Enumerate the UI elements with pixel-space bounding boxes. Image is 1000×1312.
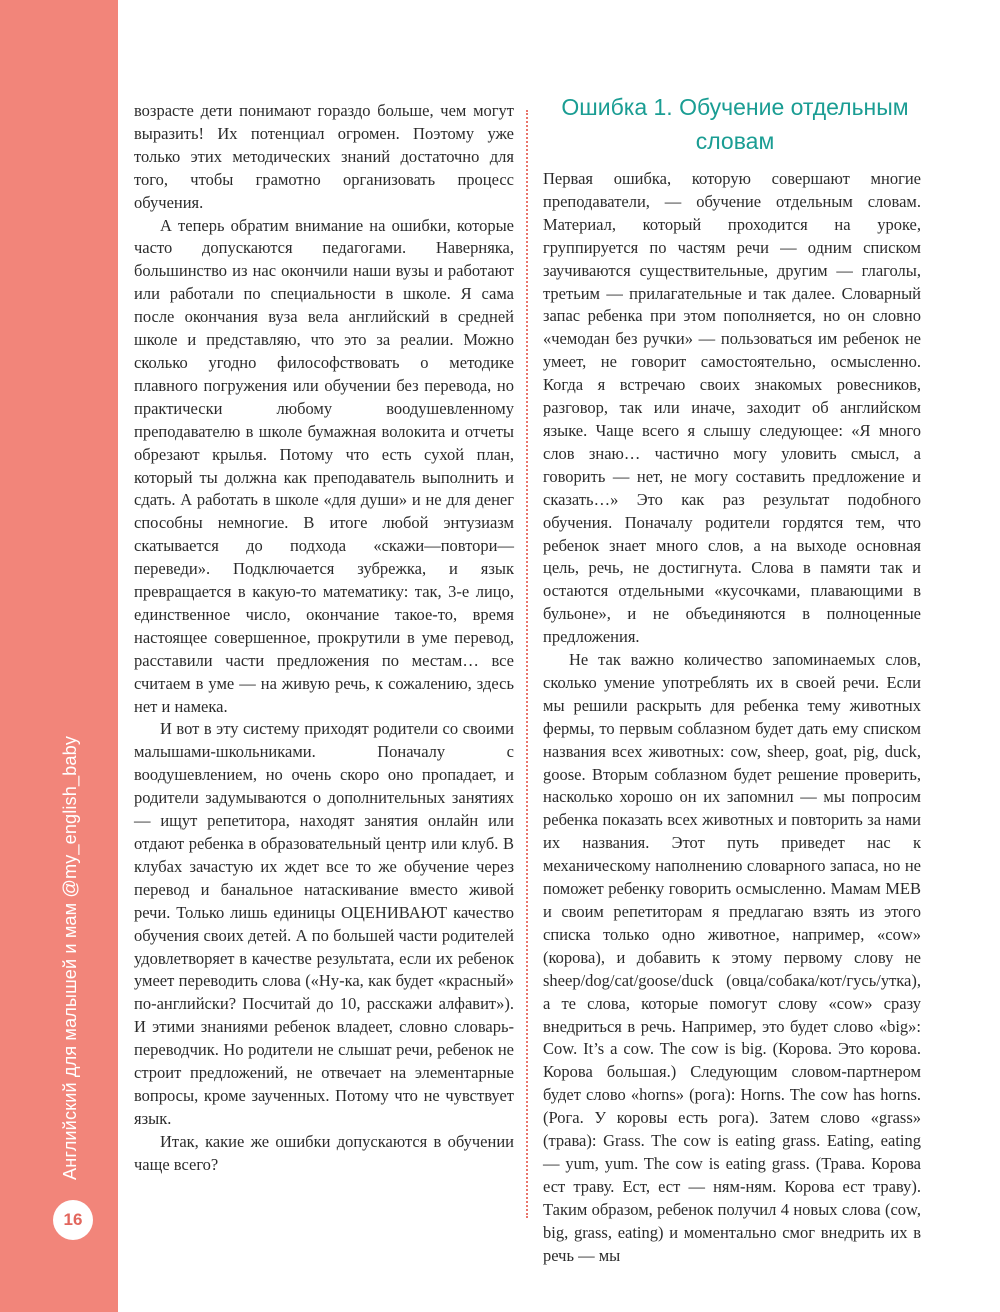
paragraph: Итак, какие же ошибки допускаются в обучении чаще всего?: [134, 1131, 514, 1174]
right-column: [543, 168, 921, 1268]
sidebar: [0, 0, 118, 1312]
left-column: [134, 100, 514, 1177]
section-heading: Ошибка 1. Обучение отдельным словам: [561, 94, 909, 154]
paragraph: Первая ошибка, которую совершают многие преподаватели, — обучение отдельным словам. Материал, который проходится на уроке, группируется по частям речи — одним списком заучиваются существительные, другим — глаголы, третьим — прилагательные и так далее. Словарный запас ребенка при этом пополняется, но он словно «чемодан без ручки» — пользоваться им ребенок не умеет, не говорит самостоятельно, осмысленно. Когда я встречаю своих знакомых ровесников, разговор, так или иначе, заходит об английском языке. Чаще всего я слышу следующее: «Я много слов знаю… частично могу уловить смысл, а говорить — нет, не могу составить предложение и сказать…» Это как раз результат подобного обучения. Поначалу родители гордятся тем, что ребенок знает много слов, а на выходе основная цель, речь, не достигнута. Слова в памяти так и остаются отдельными «кусочками, плавающими в бульоне», и не объединяются в полноценные предложения.: [543, 169, 921, 647]
paragraph: Не так важно количество запоминаемых слов, сколько умение употреблять их в своей речи. Если мы решили раскрыть для ребенка тему животных фермы, то первым соблазном будет дать ему списком названия всех животных: cow, sheep, goat, pig, duck, goose. Вторым соблазном будет решение проверить, насколько хорошо он их запомнил — мы попросим ребенка показать всех животных и повторить за нами их названия. Этот путь приведет нас к механическому наполнению словарного запаса, но не поможет ребенку говорить осмысленно. Мамам МЕВ и своим репетиторам я предлагаю взять из этого списка только одно животное, например, «cow» (корова), и добавить к этому первому слову не sheep/dog/cat/goose/duck (овца/собака/кот/гусь/утка), а те слова, которые помогут слову «cow» сразу внедриться в речь. Например, это будет слово «big»: Cow. It’s a cow. The cow is big. (Корова. Это корова. Корова большая.) Следующим словом-партнером будет слово «horns» (рога): Horns. The cow has horns. (Рога. У коровы есть рога). Затем слово «grass» (трава): Grass. The cow is eating grass. Eating, eating — yum, yum. The cow is eating grass. (Трава. Корова ест траву. Ест, ест — ням-ням. Корова ест траву). Таким образом, ребенок получил 4 новых слова (cow, big, grass, eating) и моментально смог внедрить их в речь — мы: [543, 650, 921, 1265]
paragraph: И вот в эту систему приходят родители со своими малышами-школьниками. Поначалу с воодушевлением, но очень скоро оно пропадает, и родители задумываются о дополнительных занятиях — ищут репетитора, находят занятия онлайн или отдают ребенка в образовательный центр или клуб. В клубах зачастую их ждет все то же обучение через перевод и банальное натаскивание вместо живой речи. Только лишь единицы ОЦЕНИВАЮТ качество обучения своих детей. А по большей части родителей удовлетворяет в качестве результата, если их ребенок умеет переводить слова («Ну-ка, как будет «красный» по-английски? Посчитай до 10, расскажи алфавит»). И этими знаниями ребенок владеет, словно словарь-переводчик. Но родители не слышат речи, ребенок не строит предложений, не отвечает на элементарные вопросы, кроме заученных. Потому что не чувствует язык.: [134, 719, 514, 1128]
sidebar-caption: Английский для малышей и мам @my_english_baby: [60, 735, 80, 1180]
paragraph: А теперь обратим внимание на ошибки, которые часто допускаются педагогами. Наверняка, большинство из нас окончили наши вузы и работают или работали по специальности в школе. Я сама после окончания вуза вела английский в средней школе и представляю, что это за реалии. Можно сколько угодно философствовать о методике плавного погружения или обучении без перевода, но практически любому воодушевленному преподавателю в школе бумажная волокита и отчеты обрезают крылья. Потому что есть сухой план, который ты должна как преподаватель выполнить и сдать. А работать в школе «для души» и не для денег способны немногие. В итоге любой энтузиазм скатывается до подхода «скажи—повтори—переведи». Подключается зубрежка, и язык превращается в какую-то математику: так, 3-е лицо, единственное число, окончание такое-то, время настоящее совершенное, прокрутили в уме перевод, расставили части предложения по местам… все считаем в уме — на живую речь, к сожалению, здесь нет и намека.: [134, 215, 514, 716]
column-divider: [526, 110, 528, 1218]
page-number-badge: 16: [53, 1200, 93, 1240]
paragraph: возрасте дети понимают гораздо больше, чем могут выразить! Их потенциал огромен. Поэтому уже только этих методических знаний достаточно для того, чтобы грамотно организовать процесс обучения.: [134, 101, 514, 212]
